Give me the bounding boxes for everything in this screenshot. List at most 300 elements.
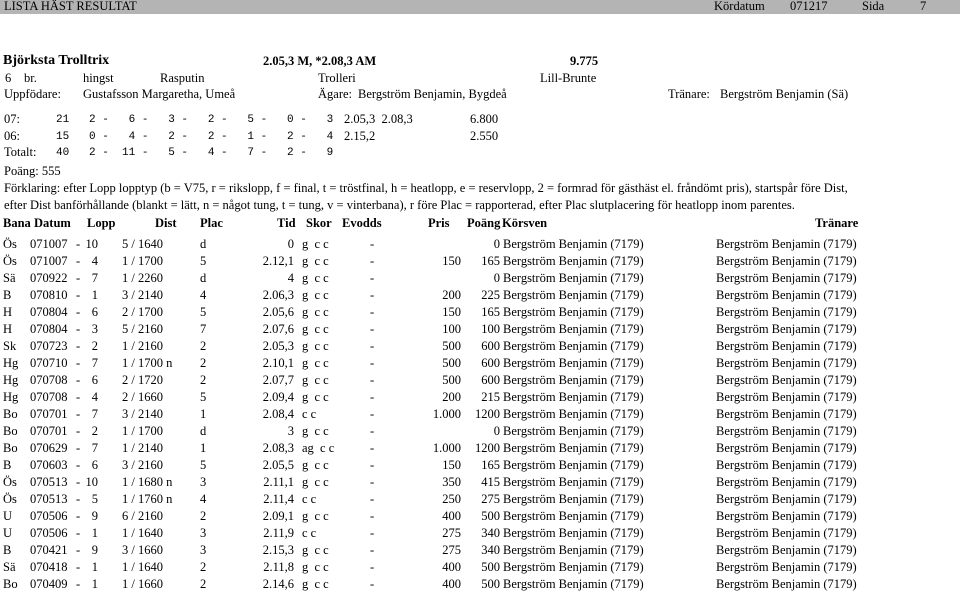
cell-lopp: 7 [91,356,98,370]
cell-sep: - [76,339,81,353]
horse-damsire: Lill-Brunte [540,71,597,85]
cell-skor: g c c [302,237,329,251]
cell-dist: 1 / 1680 n [122,475,173,489]
cell-skor: g c c [302,254,329,268]
cell-poang: 1200 [475,407,500,421]
table-row [0,373,960,390]
stats-money-07: 6.800 [470,112,499,126]
cell-skor: g c c [302,271,329,285]
cell-tranare: Bergström Benjamin (7179) [716,560,857,574]
cell-sep: - [76,356,81,370]
cell-datum: 070506 [30,526,68,540]
stats-label-06: 06: [4,129,20,143]
cell-dist: 1 / 1760 n [122,492,173,506]
cell-pris: 500 [442,373,461,387]
cell-tranare: Bergström Benjamin (7179) [716,543,857,557]
cell-pris: 400 [442,560,461,574]
col-skor: Skor [306,216,332,230]
cell-tranare: Bergström Benjamin (7179) [716,492,857,506]
cell-datum: 070708 [30,373,68,387]
legend-line-2: efter Dist banförhållande (blankt = lätt, n = något tung, t = tung, v = vinterbana), r före Plac = rapporterad, efter Plac slutplacering för heatlopp inom parentes. [4,198,795,212]
cell-lopp: 1 [91,560,98,574]
cell-tid: 2.10,1 [262,356,294,370]
sida-value: 7 [920,0,927,13]
cell-dist: 1 / 1640 [122,560,163,574]
cell-pris: 1.000 [432,441,461,455]
horse-sex: hingst [83,71,114,85]
cell-lopp: 4 [91,254,98,268]
cell-poang: 165 [481,458,500,472]
cell-plac: 1 [200,407,207,421]
report-title: LISTA HÄST RESULTAT [4,0,137,13]
col-plac: Plac [200,216,223,230]
cell-poang: 0 [493,424,500,438]
cell-pris: 1.000 [432,407,461,421]
cell-plac: 2 [200,509,207,523]
cell-datum: 070922 [30,271,68,285]
cell-plac: 4 [200,288,207,302]
cell-bana: Bo [3,441,18,455]
cell-plac: d [200,271,207,285]
cell-tid: 2.09,1 [262,509,294,523]
cell-pris: 500 [442,356,461,370]
cell-plac: d [200,237,207,251]
cell-korsven: Bergström Benjamin (7179) [503,339,644,353]
cell-pris: 150 [442,254,461,268]
cell-dist: 2 / 1700 [122,305,163,319]
owner-label: Ägare: [318,87,353,101]
cell-evodds: - [370,509,375,523]
cell-lopp: 6 [91,373,98,387]
cell-korsven: Bergström Benjamin (7179) [503,492,644,506]
cell-tid: 2.09,4 [262,390,294,404]
cell-sep: - [76,322,81,336]
cell-tranare: Bergström Benjamin (7179) [716,339,857,353]
table-row [0,458,960,475]
cell-evodds: - [370,458,375,472]
cell-poang: 225 [481,288,500,302]
cell-datum: 070629 [30,441,68,455]
cell-bana: Sä [3,560,16,574]
cell-tranare: Bergström Benjamin (7179) [716,424,857,438]
cell-plac: 2 [200,560,207,574]
cell-skor: ag c c [302,441,335,455]
cell-skor: g c c [302,322,329,336]
cell-sep: - [76,390,81,404]
cell-evodds: - [370,424,375,438]
cell-plac: d [200,424,207,438]
table-row [0,441,960,458]
col-evodds: Evodds [342,216,382,230]
col-bana: Bana [3,216,31,230]
cell-sep: - [76,424,81,438]
cell-korsven: Bergström Benjamin (7179) [503,543,644,557]
cell-datum: 071007 [30,237,68,251]
cell-skor: g c c [302,509,329,523]
cell-bana: Ös [3,492,17,506]
cell-pris: 200 [442,288,461,302]
cell-evodds: - [370,237,375,251]
kordatum-label: Kördatum [714,0,765,13]
cell-dist: 3 / 2160 [122,458,163,472]
cell-evodds: - [370,373,375,387]
cell-evodds: - [370,407,375,421]
cell-evodds: - [370,526,375,540]
cell-tranare: Bergström Benjamin (7179) [716,407,857,421]
cell-korsven: Bergström Benjamin (7179) [503,373,644,387]
cell-datum: 070701 [30,424,68,438]
cell-dist: 1 / 2140 [122,441,163,455]
kordatum-value: 071217 [790,0,828,13]
cell-dist: 6 / 2160 [122,509,163,523]
cell-tranare: Bergström Benjamin (7179) [716,475,857,489]
cell-poang: 0 [493,271,500,285]
cell-tid: 0 [287,237,294,251]
cell-evodds: - [370,492,375,506]
horse-dam: Trolleri [318,71,356,85]
stats-values-06: 15 0 - 4 - 2 - 2 - 1 - 2 - 4 [56,131,334,143]
cell-korsven: Bergström Benjamin (7179) [503,577,644,591]
cell-tranare: Bergström Benjamin (7179) [716,271,857,285]
stats-label-07: 07: [4,112,20,126]
cell-lopp: 9 [91,543,98,557]
cell-plac: 4 [200,492,207,506]
cell-lopp: 1 [91,288,98,302]
cell-lopp: 1 [91,577,98,591]
cell-plac: 2 [200,356,207,370]
cell-korsven: Bergström Benjamin (7179) [503,305,644,319]
cell-tranare: Bergström Benjamin (7179) [716,237,857,251]
cell-bana: Hg [3,390,19,404]
cell-sep: - [76,458,81,472]
cell-tranare: Bergström Benjamin (7179) [716,526,857,540]
breeder-value: Gustafsson Margaretha, Umeå [83,87,236,101]
table-row [0,322,960,339]
cell-datum: 070723 [30,339,68,353]
cell-tid: 2.06,3 [262,288,294,302]
cell-dist: 1 / 1660 [122,577,163,591]
cell-bana: B [3,458,12,472]
cell-bana: Sä [3,271,16,285]
cell-bana: Bo [3,407,18,421]
cell-tid: 2.12,1 [262,254,294,268]
cell-skor: g c c [302,305,329,319]
col-datum: Datum [34,216,71,230]
cell-bana: U [3,526,13,540]
table-row [0,526,960,543]
cell-tranare: Bergström Benjamin (7179) [716,441,857,455]
stats-record-07: 2.05,3 2.08,3 [344,112,413,126]
cell-plac: 3 [200,526,207,540]
cell-bana: H [3,305,13,319]
stats-label-total: Totalt: [4,145,37,159]
cell-skor: g c c [302,373,329,387]
cell-datum: 070513 [30,492,68,506]
cell-bana: H [3,322,13,336]
cell-datum: 070409 [30,577,68,591]
cell-plac: 2 [200,339,207,353]
table-row [0,560,960,577]
cell-korsven: Bergström Benjamin (7179) [503,237,644,251]
cell-skor: g c c [302,577,329,591]
cell-tranare: Bergström Benjamin (7179) [716,373,857,387]
table-row [0,424,960,441]
cell-skor: g c c [302,560,329,574]
cell-pris: 400 [442,577,461,591]
cell-pris: 200 [442,390,461,404]
cell-datum: 070804 [30,322,68,336]
cell-lopp: 1 [91,526,98,540]
cell-dist: 5 / 2160 [122,322,163,336]
cell-pris: 400 [442,509,461,523]
table-row [0,305,960,322]
table-row [0,390,960,407]
cell-lopp: 10 [85,475,98,489]
cell-plac: 3 [200,543,207,557]
cell-plac: 5 [200,254,207,268]
cell-datum: 070506 [30,509,68,523]
sida-label: Sida [862,0,885,13]
cell-pris: 275 [442,543,461,557]
cell-dist: 1 / 2160 [122,339,163,353]
cell-poang: 1200 [475,441,500,455]
cell-bana: Hg [3,373,19,387]
cell-poang: 275 [481,492,500,506]
cell-evodds: - [370,390,375,404]
cell-sep: - [76,237,81,251]
cell-tid: 2.08,3 [262,441,294,455]
table-row [0,407,960,424]
cell-evodds: - [370,288,375,302]
cell-sep: - [76,509,81,523]
cell-tranare: Bergström Benjamin (7179) [716,577,857,591]
cell-lopp: 2 [91,424,98,438]
cell-tranare: Bergström Benjamin (7179) [716,288,857,302]
cell-korsven: Bergström Benjamin (7179) [503,407,644,421]
cell-sep: - [76,543,81,557]
cell-tranare: Bergström Benjamin (7179) [716,305,857,319]
cell-sep: - [76,475,81,489]
cell-bana: B [3,543,12,557]
cell-bana: Sk [3,339,17,353]
cell-datum: 071007 [30,254,68,268]
cell-lopp: 10 [85,237,98,251]
cell-bana: Bo [3,577,18,591]
cell-datum: 070418 [30,560,68,574]
cell-datum: 070804 [30,305,68,319]
cell-korsven: Bergström Benjamin (7179) [503,458,644,472]
cell-bana: Ös [3,475,17,489]
cell-bana: Bo [3,424,18,438]
col-lopp: Lopp [87,216,116,230]
cell-plac: 3 [200,475,207,489]
cell-poang: 215 [481,390,500,404]
cell-evodds: - [370,560,375,574]
cell-bana: Ös [3,237,17,251]
cell-tranare: Bergström Benjamin (7179) [716,254,857,268]
cell-korsven: Bergström Benjamin (7179) [503,271,644,285]
cell-evodds: - [370,339,375,353]
cell-tid: 2.14,6 [262,577,294,591]
cell-datum: 070603 [30,458,68,472]
cell-dist: 3 / 1660 [122,543,163,557]
cell-lopp: 7 [91,271,98,285]
cell-skor: g c c [302,543,329,557]
cell-poang: 0 [493,237,500,251]
cell-datum: 070421 [30,543,68,557]
cell-evodds: - [370,271,375,285]
cell-korsven: Bergström Benjamin (7179) [503,441,644,455]
cell-poang: 340 [481,543,500,557]
cell-tranare: Bergström Benjamin (7179) [716,322,857,336]
trainer-value: Bergström Benjamin (Sä) [720,87,849,101]
cell-dist: 3 / 2140 [122,288,163,302]
cell-poang: 340 [481,526,500,540]
cell-skor: c c [302,492,317,506]
cell-skor: c c [302,526,317,540]
cell-sep: - [76,254,81,268]
cell-dist: 1 / 1640 [122,526,163,540]
cell-pris: 150 [442,458,461,472]
breeder-label: Uppfödare: [4,87,61,101]
stats-record-06: 2.15,2 [344,129,376,143]
cell-poang: 500 [481,509,500,523]
cell-dist: 5 / 1640 [122,237,163,251]
stats-money-06: 2.550 [470,129,499,143]
cell-tid: 2.15,3 [262,543,294,557]
cell-evodds: - [370,543,375,557]
cell-skor: g c c [302,390,329,404]
cell-tranare: Bergström Benjamin (7179) [716,356,857,370]
cell-plac: 2 [200,373,207,387]
cell-korsven: Bergström Benjamin (7179) [503,254,644,268]
cell-evodds: - [370,577,375,591]
cell-sep: - [76,288,81,302]
horse-name: Björksta Trolltrix [3,53,110,68]
cell-datum: 070513 [30,475,68,489]
cell-dist: 1 / 1700 n [122,356,173,370]
cell-dist: 2 / 1660 [122,390,163,404]
cell-bana: Ös [3,254,17,268]
cell-plac: 5 [200,390,207,404]
col-tid: Tid [277,216,296,230]
cell-lopp: 7 [91,407,98,421]
cell-poang: 500 [481,560,500,574]
cell-pris: 100 [442,322,461,336]
cell-tid: 2.11,9 [263,526,294,540]
table-row [0,254,960,271]
legend-line-1: Förklaring: efter Lopp lopptyp (b = V75, r = rikslopp, f = final, t = tröstfinal, h = heatlopp, e = reservlopp, 2 = formrad för gästhäst el. fråndömt pris), startspår före Dist, [4,181,848,195]
cell-evodds: - [370,356,375,370]
table-row [0,356,960,373]
cell-tid: 2.11,4 [263,492,294,506]
cell-sep: - [76,577,81,591]
cell-tid: 2.07,6 [262,322,294,336]
cell-evodds: - [370,254,375,268]
table-row [0,288,960,305]
cell-poang: 600 [481,339,500,353]
cell-sep: - [76,492,81,506]
table-row [0,509,960,526]
cell-plac: 5 [200,305,207,319]
stats-values-07: 21 2 - 6 - 3 - 2 - 5 - 0 - 3 [56,114,334,126]
cell-sep: - [76,373,81,387]
cell-tid: 2.07,7 [262,373,294,387]
cell-tranare: Bergström Benjamin (7179) [716,390,857,404]
cell-evodds: - [370,322,375,336]
cell-tid: 2.11,1 [263,475,294,489]
cell-skor: c c [302,407,317,421]
cell-poang: 165 [481,254,500,268]
col-korsven: Körsven [502,216,548,230]
horse-age-unit: br. [24,71,37,85]
cell-pris: 250 [442,492,461,506]
horse-records: 2.05,3 M, *2.08,3 AM [263,54,377,68]
cell-skor: g c c [302,288,329,302]
cell-sep: - [76,560,81,574]
cell-datum: 070708 [30,390,68,404]
cell-dist: 1 / 1700 [122,424,163,438]
cell-lopp: 4 [91,390,98,404]
cell-lopp: 5 [91,492,98,506]
table-row [0,271,960,288]
cell-poang: 415 [481,475,500,489]
cell-sep: - [76,526,81,540]
cell-sep: - [76,271,81,285]
cell-pris: 150 [442,305,461,319]
cell-bana: U [3,509,13,523]
horse-earnings: 9.775 [570,54,599,68]
cell-tranare: Bergström Benjamin (7179) [716,458,857,472]
col-tranare: Tränare [815,216,859,230]
cell-evodds: - [370,441,375,455]
cell-lopp: 6 [91,458,98,472]
cell-evodds: - [370,305,375,319]
cell-dist: 3 / 2140 [122,407,163,421]
cell-datum: 070710 [30,356,68,370]
cell-datum: 070701 [30,407,68,421]
cell-poang: 500 [481,577,500,591]
cell-skor: g c c [302,424,329,438]
points: Poäng: 555 [4,164,61,178]
cell-tid: 2.08,4 [262,407,294,421]
cell-korsven: Bergström Benjamin (7179) [503,509,644,523]
cell-plac: 1 [200,441,207,455]
cell-dist: 2 / 1720 [122,373,163,387]
cell-datum: 070810 [30,288,68,302]
cell-korsven: Bergström Benjamin (7179) [503,288,644,302]
table-row [0,237,960,254]
cell-tid: 2.05,3 [262,339,294,353]
cell-tranare: Bergström Benjamin (7179) [716,509,857,523]
cell-skor: g c c [302,458,329,472]
cell-plac: 7 [200,322,207,336]
cell-plac: 5 [200,458,207,472]
cell-tid: 3 [287,424,294,438]
table-row [0,475,960,492]
cell-dist: 1 / 1700 [122,254,163,268]
cell-dist: 1 / 2260 [122,271,163,285]
table-row [0,492,960,509]
cell-lopp: 9 [91,509,98,523]
cell-korsven: Bergström Benjamin (7179) [503,390,644,404]
cell-sep: - [76,441,81,455]
cell-evodds: - [370,475,375,489]
cell-bana: Hg [3,356,19,370]
cell-poang: 600 [481,356,500,370]
cell-sep: - [76,305,81,319]
col-pris: Pris [428,216,450,230]
